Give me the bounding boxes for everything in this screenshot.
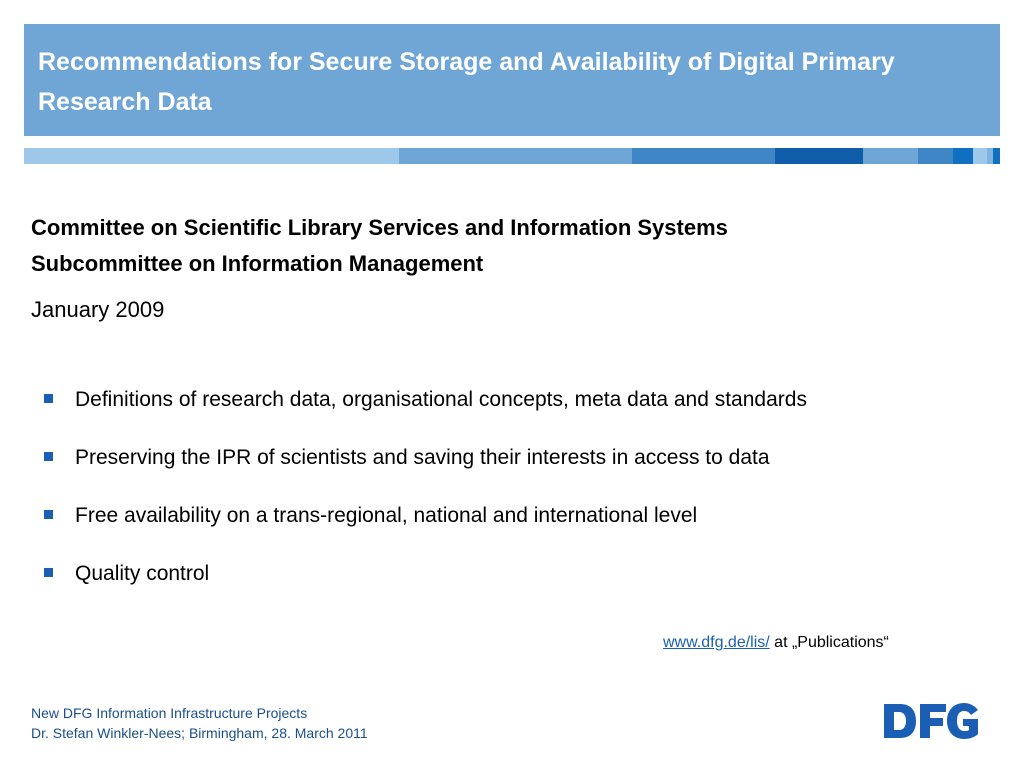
slide-footer [31, 703, 368, 743]
bullet-list [44, 385, 807, 617]
dfg-logo [882, 702, 980, 745]
stripe-segment [399, 148, 632, 164]
list-item [44, 443, 807, 501]
stripe-segment [632, 148, 775, 164]
stripe-segment [24, 148, 399, 164]
stripe-segment [775, 148, 863, 164]
stripe-segment [863, 148, 918, 164]
stripe-segment [973, 148, 987, 164]
publication-date: January 2009 [31, 297, 165, 322]
square-bullet-icon [44, 510, 53, 519]
bullet-text: Free availability on a trans-regional, national and international level [75, 504, 698, 527]
committee-block [31, 210, 728, 282]
stripe-segment [993, 148, 1000, 164]
square-bullet-icon [44, 568, 53, 577]
publications-note [663, 632, 889, 654]
stripe-segment [918, 148, 953, 164]
square-bullet-icon [44, 452, 53, 461]
bullet-text: Preserving the IPR of scientists and saving their interests in access to data [75, 446, 770, 469]
list-item [44, 559, 807, 617]
square-bullet-icon [44, 394, 53, 403]
bullet-text: Quality control [75, 562, 210, 585]
list-item [44, 385, 807, 443]
dfg-lis-link[interactable]: www.dfg.de/lis/ [663, 634, 770, 651]
footer-author: Dr. Stefan Winkler-Nees; Birmingham, 28. March 2011 [31, 725, 368, 741]
footer-project: New DFG Information Infrastructure Projects [31, 705, 308, 721]
title-banner [24, 24, 1000, 136]
slide-title: Recommendations for Secure Storage and Availability of Digital Primary Research Data [38, 48, 895, 116]
publications-suffix: at „Publications“ [769, 634, 889, 651]
subcommittee-name: Subcommittee on Information Management [31, 251, 484, 276]
list-item [44, 501, 807, 559]
bullet-text: Definitions of research data, organisational concepts, meta data and standards [75, 388, 807, 411]
committee-name: Committee on Scientific Library Services and Information Systems [31, 215, 728, 240]
dfg-logo-icon [882, 702, 980, 740]
stripe-segment [953, 148, 973, 164]
